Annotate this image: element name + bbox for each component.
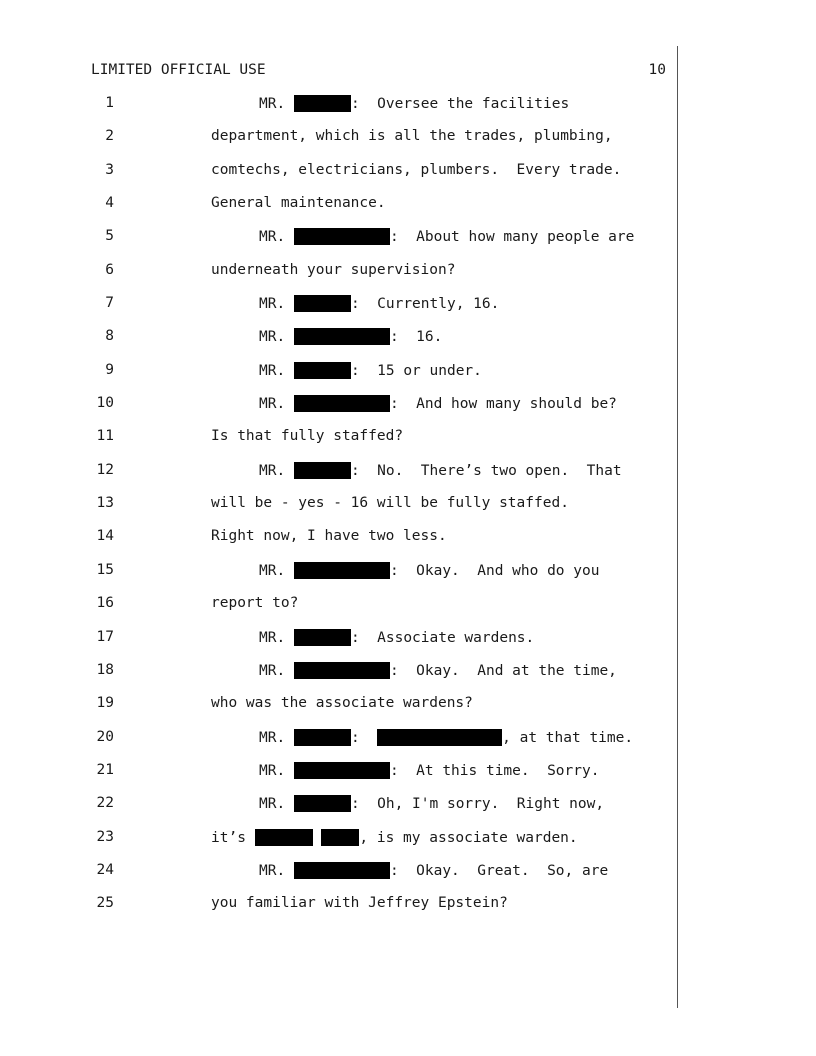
- transcript-line-17: [0, 629, 816, 662]
- transcript-line-4: [0, 195, 816, 228]
- speaker-colon: :: [389, 662, 399, 679]
- line-content: About how many people are: [398, 229, 635, 246]
- speaker-colon: :: [389, 762, 399, 779]
- line-content: , is my associate warden.: [359, 829, 578, 846]
- speaker-colon: :: [350, 296, 360, 313]
- transcript-line-5: [0, 228, 816, 261]
- line-content: Associate wardens.: [359, 629, 535, 646]
- speaker-colon: :: [350, 729, 360, 746]
- line-number: 6: [105, 261, 114, 278]
- line-text: [259, 629, 534, 646]
- redaction-box: [294, 729, 351, 746]
- transcript-line-22: [0, 795, 816, 828]
- redaction-box: [294, 862, 390, 879]
- transcript-line-14: [0, 528, 816, 561]
- line-content: General maintenance.: [211, 195, 386, 212]
- page-number: 10: [648, 62, 666, 78]
- speaker-colon: :: [350, 362, 360, 379]
- line-number: 18: [96, 661, 114, 678]
- speaker-title: MR.: [259, 96, 286, 112]
- line-content: 16.: [398, 329, 443, 346]
- line-content: comtechs, electricians, plumbers. Every trade.: [211, 161, 622, 178]
- redaction-box: [294, 295, 351, 312]
- line-number: 9: [105, 361, 114, 378]
- line-number: 4: [105, 195, 114, 212]
- transcript-body: [0, 95, 816, 929]
- speaker-title: MR.: [259, 662, 286, 679]
- line-content: Okay. And at the time,: [398, 662, 617, 679]
- line-content: Okay. Great. So, are: [398, 862, 609, 879]
- line-text: [259, 795, 604, 812]
- line-number: 22: [96, 795, 114, 812]
- redaction-box: [294, 762, 390, 779]
- transcript-line-24: [0, 862, 816, 895]
- speaker-colon: :: [389, 229, 399, 246]
- line-content: And how many should be?: [398, 396, 617, 413]
- redaction-box: [294, 795, 351, 812]
- line-text: [259, 762, 599, 779]
- line-number: 11: [96, 428, 114, 445]
- speaker-title: MR.: [259, 296, 286, 313]
- redaction-box: [255, 829, 313, 846]
- line-content: Okay. And who do you: [398, 562, 600, 579]
- line-number: 14: [96, 528, 114, 545]
- transcript-line-11: [0, 428, 816, 461]
- line-number: 8: [105, 328, 114, 345]
- line-number: 15: [96, 561, 114, 578]
- line-text: [259, 328, 442, 345]
- line-number: 12: [96, 461, 114, 478]
- line-text: [259, 295, 499, 312]
- transcript-line-10: [0, 395, 816, 428]
- redaction-box: [294, 662, 390, 679]
- line-number: 13: [96, 495, 114, 512]
- line-text: [259, 228, 634, 245]
- transcript-line-18: [0, 662, 816, 695]
- line-text: [259, 729, 633, 746]
- redaction-box: [294, 395, 390, 412]
- speaker-title: MR.: [259, 462, 286, 479]
- speaker-title: MR.: [259, 362, 286, 379]
- line-text: [259, 362, 482, 379]
- speaker-title: MR.: [259, 862, 286, 879]
- line-content: At this time. Sorry.: [398, 762, 600, 779]
- line-number: 3: [105, 161, 114, 178]
- transcript-line-12: [0, 462, 816, 495]
- line-number: 24: [96, 861, 114, 878]
- line-number: 7: [105, 295, 114, 312]
- speaker-title: MR.: [259, 762, 286, 779]
- line-content: No. There’s two open. That: [359, 462, 622, 479]
- line-text: [259, 462, 622, 479]
- speaker-colon: :: [350, 796, 360, 813]
- line-content: Oversee the facilities: [359, 96, 570, 112]
- speaker-colon: :: [350, 96, 360, 112]
- line-text: [259, 562, 599, 579]
- line-text: [211, 829, 578, 846]
- line-number: 19: [96, 695, 114, 712]
- speaker-colon: :: [389, 562, 399, 579]
- line-content: Right now, I have two less.: [211, 528, 447, 545]
- transcript-line-16: [0, 595, 816, 628]
- line-number: 23: [96, 828, 114, 845]
- line-number: 16: [96, 595, 114, 612]
- speaker-colon: :: [389, 862, 399, 879]
- line-text: [259, 95, 569, 112]
- speaker-title: MR.: [259, 396, 286, 413]
- redaction-box: [294, 362, 351, 379]
- transcript-line-8: [0, 328, 816, 361]
- transcript-line-13: [0, 495, 816, 528]
- line-number: 20: [96, 728, 114, 745]
- line-number: 5: [105, 228, 114, 245]
- line-content: , at that time.: [502, 729, 634, 746]
- line-text: [259, 862, 608, 879]
- transcript-line-3: [0, 162, 816, 195]
- line-content: 15 or under.: [359, 362, 482, 379]
- redaction-box: [294, 328, 390, 345]
- speaker-title: MR.: [259, 629, 286, 646]
- transcript-line-6: [0, 262, 816, 295]
- redaction-box: [294, 228, 390, 245]
- line-content: report to?: [211, 595, 299, 612]
- speaker-title: MR.: [259, 329, 286, 346]
- transcript-line-9: [0, 362, 816, 395]
- transcript-line-1: [0, 95, 816, 128]
- line-content: will be - yes - 16 will be fully staffed.: [211, 495, 569, 512]
- line-content: Is that fully staffed?: [211, 428, 404, 445]
- transcript-line-15: [0, 562, 816, 595]
- line-number: 21: [96, 761, 114, 778]
- transcript-line-25: [0, 895, 816, 928]
- line-content: Currently, 16.: [359, 296, 500, 313]
- line-number: 2: [105, 128, 114, 145]
- speaker-colon: :: [389, 396, 399, 413]
- speaker-title: MR.: [259, 229, 286, 246]
- transcript-line-2: [0, 128, 816, 161]
- line-number: 25: [96, 895, 114, 912]
- transcript-line-7: [0, 295, 816, 328]
- redaction-box: [294, 462, 351, 479]
- line-text: [259, 662, 617, 679]
- line-content: you familiar with Jeffrey Epstein?: [211, 895, 508, 912]
- speaker-colon: :: [350, 462, 360, 479]
- line-number: 17: [96, 628, 114, 645]
- speaker-colon: :: [350, 629, 360, 646]
- transcript-line-19: [0, 695, 816, 728]
- redaction-box: [377, 729, 502, 746]
- speaker-title: MR.: [259, 729, 286, 746]
- classification-header: LIMITED OFFICIAL USE: [91, 62, 266, 78]
- line-content: department, which is all the trades, plumbing,: [211, 128, 613, 145]
- redaction-box: [294, 95, 351, 112]
- transcript-line-23: [0, 829, 816, 862]
- transcript-line-21: [0, 762, 816, 795]
- redaction-box: [321, 829, 359, 846]
- redaction-box: [294, 562, 390, 579]
- speaker-title: MR.: [259, 796, 286, 813]
- line-text: [259, 395, 617, 412]
- transcript-line-20: [0, 729, 816, 762]
- redaction-box: [294, 629, 351, 646]
- line-content: underneath your supervision?: [211, 261, 456, 278]
- line-content: Oh, I'm sorry. Right now,: [359, 796, 605, 813]
- speaker-colon: :: [389, 329, 399, 346]
- line-content: who was the associate wardens?: [211, 695, 473, 712]
- speaker-title: MR.: [259, 562, 286, 579]
- line-number: 1: [105, 95, 114, 111]
- line-prefix: it’s: [211, 829, 246, 846]
- line-number: 10: [96, 395, 114, 412]
